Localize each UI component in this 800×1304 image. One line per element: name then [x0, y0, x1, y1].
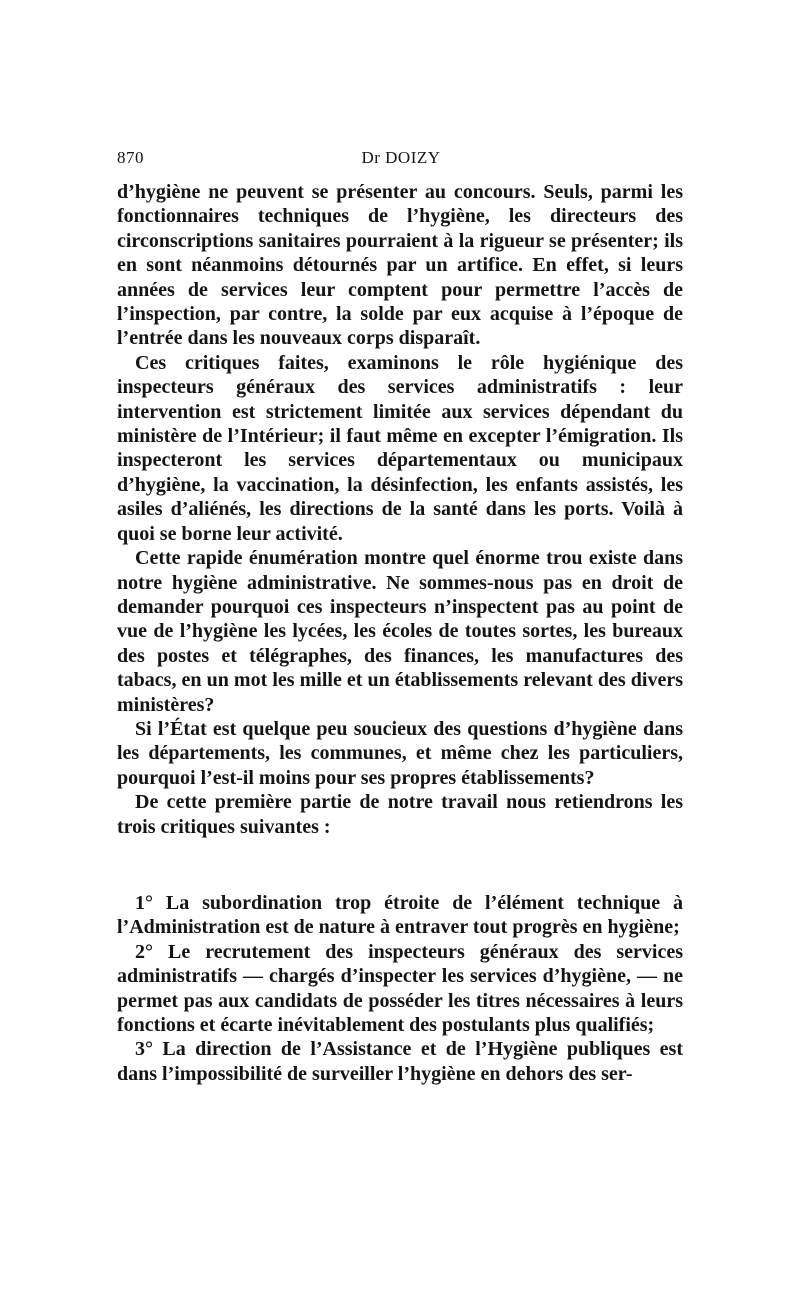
list-item: 1° La subordination trop étroite de l’élément technique à l’Administration est de nature à entraver tout progrès en hygiène; [117, 891, 683, 939]
paragraph: d’hygiène ne peuvent se présenter au concours. Seuls, parmi les fonctionnaires techniques de l’hygiène, les directeurs des circonscriptions sanitaires pourraient à la rigueur se présenter; ils en sont néanmoins détournés par un artifice. En effet, si leurs années de services leur comptent pour permettre l’accès de l’inspection, par contre, la solde par eux acquise à l’époque de l’entrée dans les nouveaux corps disparaît. [117, 181, 683, 350]
section-gap [117, 839, 683, 891]
list-item: 3° La direction de l’Assistance et de l’Hygiène publiques est dans l’impossibilité de surveiller l’hygiène en dehors des ser- [117, 1038, 683, 1085]
paragraph: Si l’État est quelque peu soucieux des questions d’hygiène dans les départements, les communes, et même chez les particuliers, pourquoi l’est-il moins pour ses propres établissements? [117, 717, 683, 789]
list-item: 2° Le recrutement des inspecteurs généraux des services administratifs — chargés d’inspecter les services d’hygiène, — ne permet pas aux candidats de posséder les titres nécessaires à leurs fonctions et écarte inévitablement des postulants plus qualifiés; [117, 940, 683, 1036]
paragraph: Cette rapide énumération montre quel énorme trou existe dans notre hygiène administrative. Ne sommes-nous pas en droit de demander pourquoi ces inspecteurs n’inspectent pas au point de vue de l’hygiène les lycées, les écoles de toutes sortes, les bureaux des postes et télégraphes, des finances, les manufactures des tabacs, en un mot les mille et un établissements relevant des divers ministères? [117, 547, 683, 716]
running-head-author: Dr DOIZY [361, 148, 441, 167]
running-head [117, 148, 685, 172]
page-number: 870 [117, 148, 144, 167]
body-text [117, 180, 683, 1086]
paragraph: De cette première partie de notre travail nous retiendrons les trois critiques suivantes : [117, 791, 683, 838]
paragraph: Ces critiques faites, examinons le rôle hygiénique des inspecteurs généraux des services administratifs : leur intervention est strictement limitée aux services dépendant du ministère de l’Intérieur; il faut même en excepter l’émigration. Ils inspecteront les services départementaux ou municipaux d’hygiène, la vaccination, la désinfection, les enfants assistés, les asiles d’aliénés, les directions de la santé dans les ports. Voilà à quoi se borne leur activité. [117, 351, 683, 545]
